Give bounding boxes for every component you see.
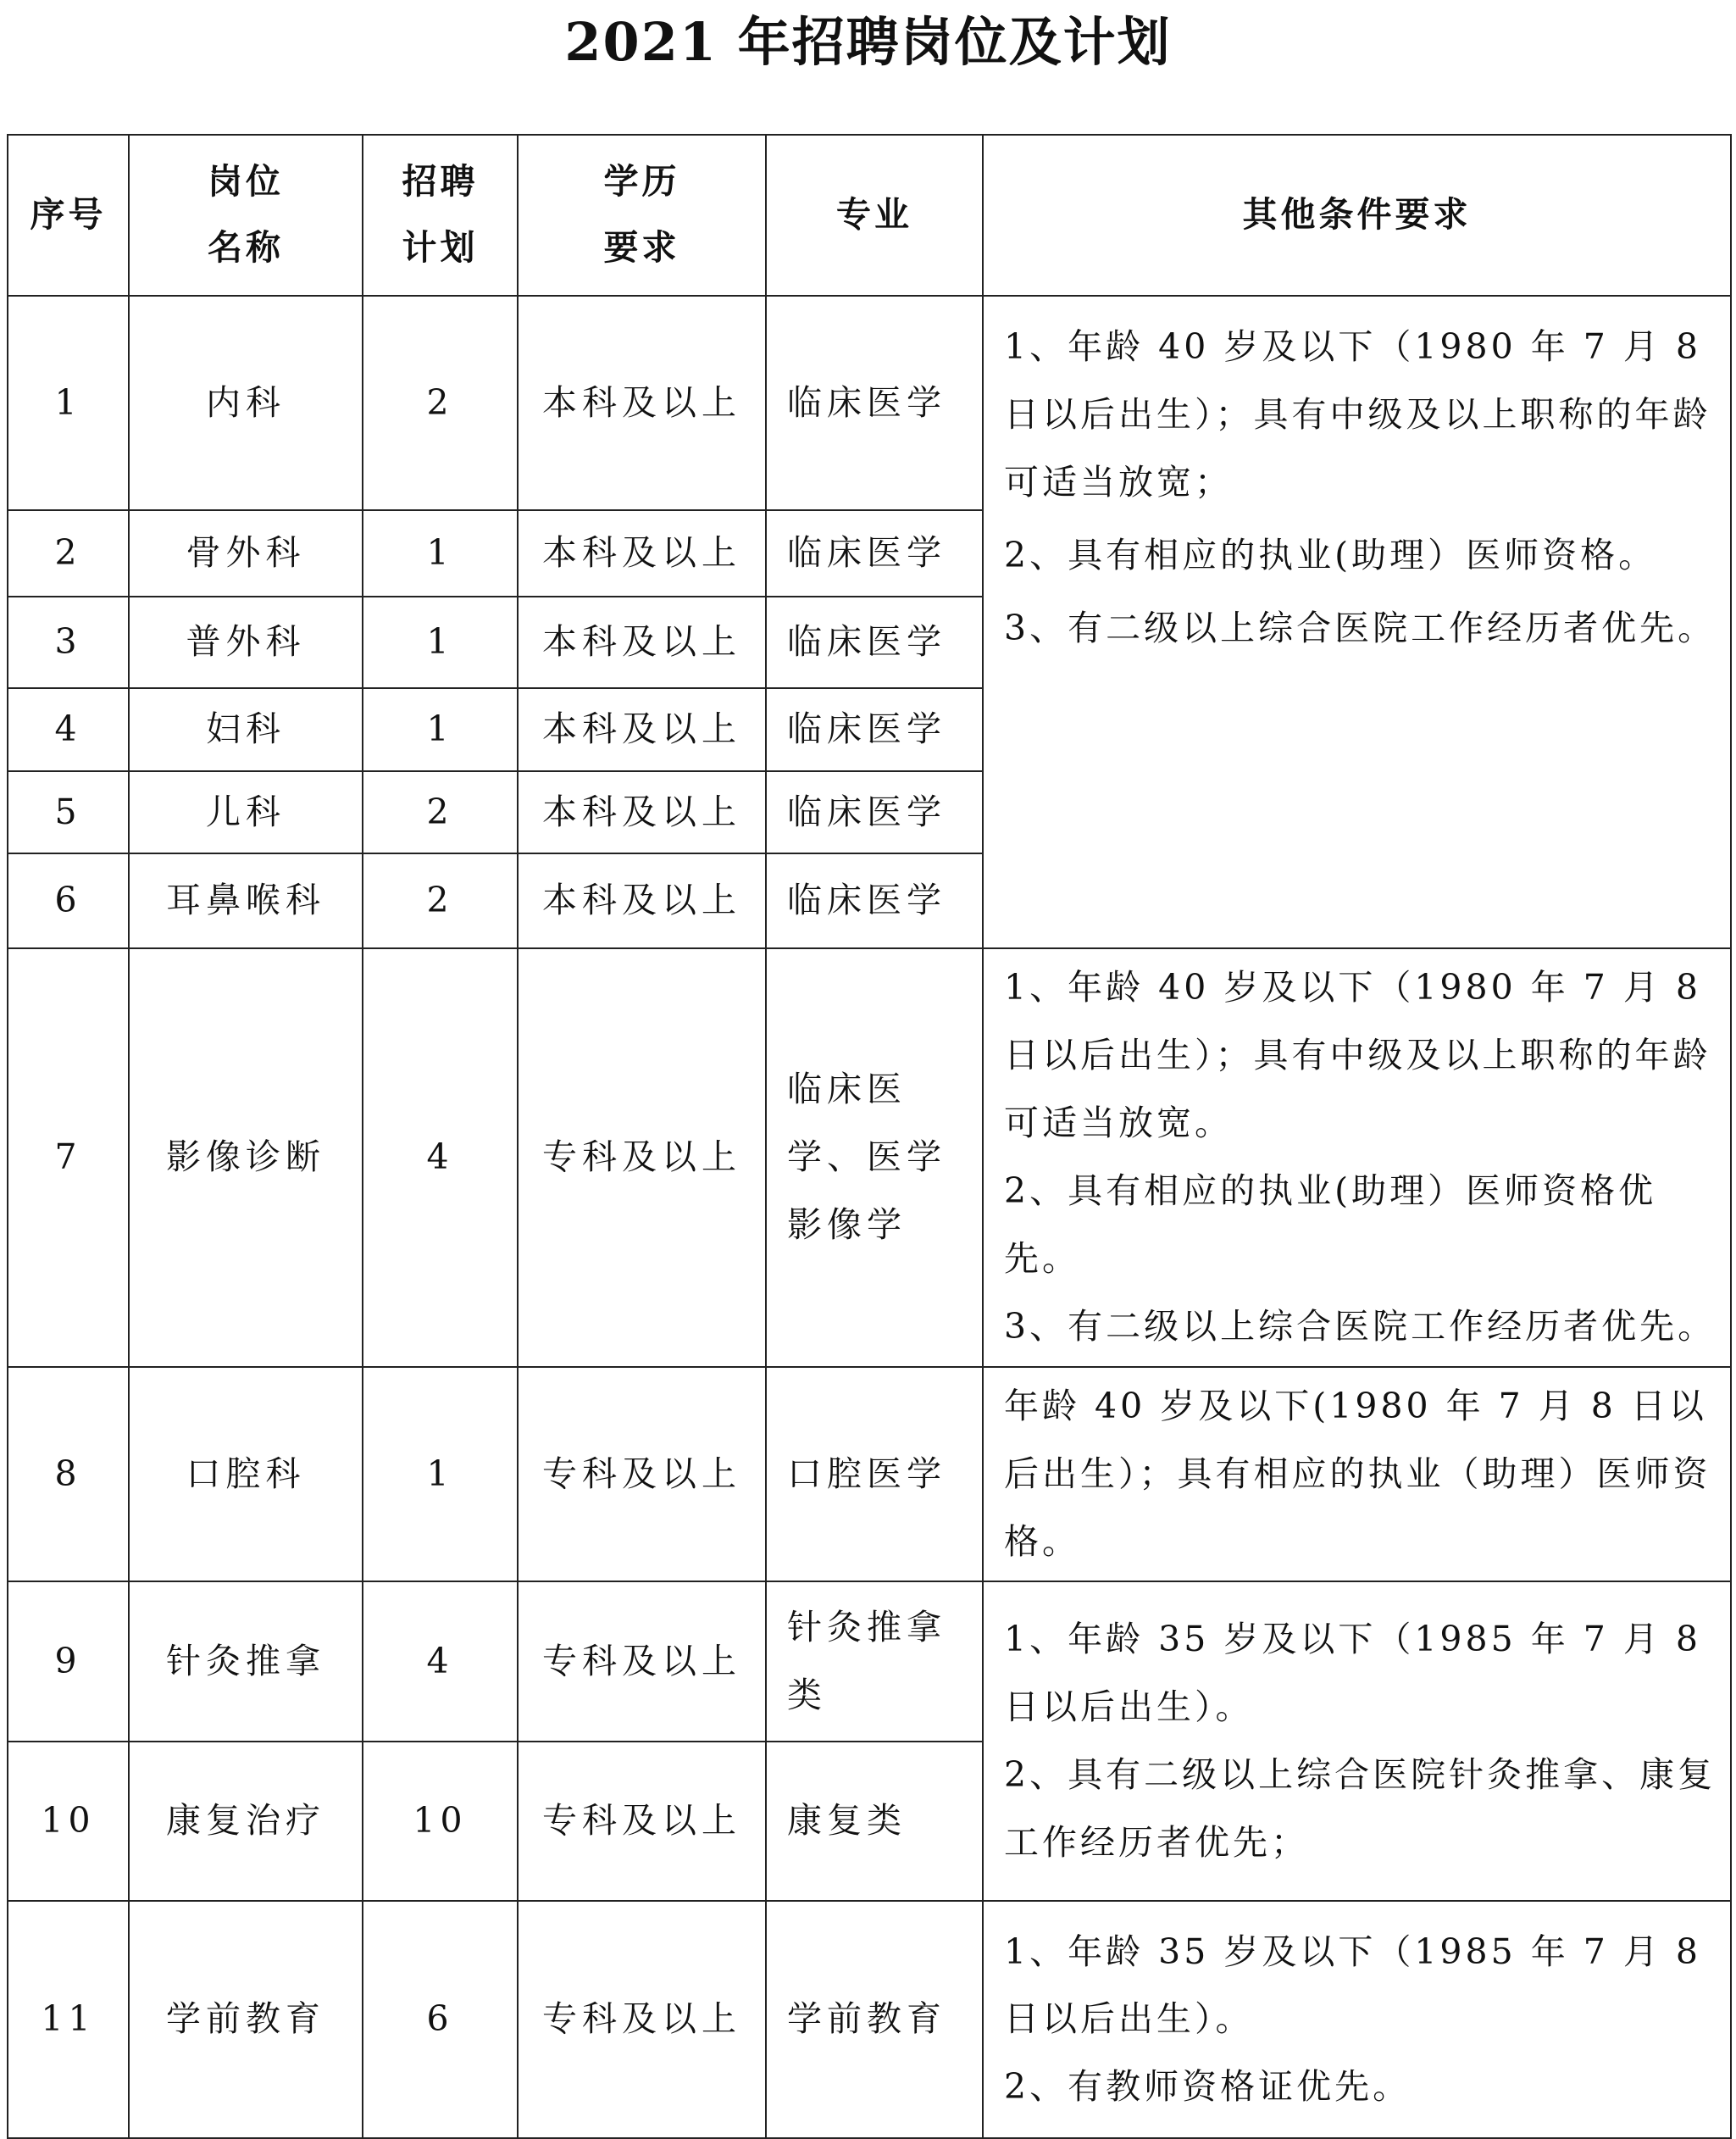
requirement-line: 1、年龄 40 岁及以下（1980 年 7 月 8 日以后出生）；具有中级及以上职称的年龄可适当放宽； xyxy=(1004,326,1711,503)
header-education-line1: 学历 xyxy=(603,161,680,203)
requirement-line: 3、有二级以上综合医院工作经历者优先。 xyxy=(1004,1305,1717,1347)
cell-plan: 1 xyxy=(363,510,518,597)
header-position-line1: 岗位 xyxy=(208,161,284,203)
cell-position: 妇科 xyxy=(129,688,363,771)
cell-position: 针灸推拿 xyxy=(129,1581,363,1742)
header-position-line2: 名称 xyxy=(208,227,284,268)
requirement-line: 1、年龄 40 岁及以下（1980 年 7 月 8 日以后出生）；具有中级及以上职称的年龄可适当放宽。 xyxy=(1004,967,1711,1143)
cell-position: 普外科 xyxy=(129,597,363,688)
cell-index: 5 xyxy=(8,771,129,853)
cell-education: 专科及以上 xyxy=(518,1367,766,1582)
cell-index: 7 xyxy=(8,948,129,1367)
cell-plan: 2 xyxy=(363,853,518,948)
cell-education: 本科及以上 xyxy=(518,296,766,510)
cell-plan: 4 xyxy=(363,1581,518,1742)
header-plan xyxy=(363,135,518,296)
cell-plan: 1 xyxy=(363,1367,518,1582)
cell-index: 1 xyxy=(8,296,129,510)
requirement-line: 2、具有相应的执业(助理）医师资格。 xyxy=(1004,534,1657,575)
cell-education: 本科及以上 xyxy=(518,853,766,948)
cell-requirements-group3 xyxy=(983,1367,1731,1582)
page-title: 2021 年招聘岗位及计划 xyxy=(564,11,1172,73)
cell-position: 康复治疗 xyxy=(129,1742,363,1901)
header-major: 专业 xyxy=(766,135,983,296)
cell-position: 口腔科 xyxy=(129,1367,363,1582)
header-education-line2: 要求 xyxy=(603,227,680,268)
table-row xyxy=(8,1581,1731,1742)
cell-education: 本科及以上 xyxy=(518,771,766,853)
cell-education: 专科及以上 xyxy=(518,1901,766,2138)
table-row xyxy=(8,1367,1731,1582)
cell-index: 4 xyxy=(8,688,129,771)
cell-position: 儿科 xyxy=(129,771,363,853)
cell-requirements-group2 xyxy=(983,948,1731,1367)
cell-index: 8 xyxy=(8,1367,129,1582)
cell-education: 本科及以上 xyxy=(518,510,766,597)
cell-position: 内科 xyxy=(129,296,363,510)
cell-index: 2 xyxy=(8,510,129,597)
cell-major: 临床医学 xyxy=(766,597,983,688)
cell-position: 耳鼻喉科 xyxy=(129,853,363,948)
cell-plan: 2 xyxy=(363,296,518,510)
cell-index: 3 xyxy=(8,597,129,688)
cell-plan: 1 xyxy=(363,688,518,771)
cell-requirements-group4 xyxy=(983,1581,1731,1901)
header-plan-line2: 计划 xyxy=(402,227,479,268)
cell-requirements-group5 xyxy=(983,1901,1731,2138)
cell-education: 专科及以上 xyxy=(518,1581,766,1742)
header-index: 序号 xyxy=(8,135,129,296)
cell-index: 11 xyxy=(8,1901,129,2138)
cell-plan: 4 xyxy=(363,948,518,1367)
table-row xyxy=(8,1901,1731,2138)
cell-position: 学前教育 xyxy=(129,1901,363,2138)
header-position xyxy=(129,135,363,296)
cell-requirements-group1 xyxy=(983,296,1731,948)
cell-position: 影像诊断 xyxy=(129,948,363,1367)
cell-major: 临床医学 xyxy=(766,296,983,510)
cell-education: 专科及以上 xyxy=(518,948,766,1367)
cell-major: 临床医学、医学影像学 xyxy=(766,948,983,1367)
table-row xyxy=(8,948,1731,1367)
requirement-line: 2、具有二级以上综合医院针灸推拿、康复工作经历者优先； xyxy=(1004,1753,1717,1863)
requirement-line: 1、年龄 35 岁及以下（1985 年 7 月 8 日以后出生）。 xyxy=(1004,1619,1701,1727)
recruitment-table xyxy=(7,134,1732,2139)
requirement-line: 年龄 40 岁及以下(1980 年 7 月 8 日以后出生）；具有相应的执业（助理）医师资格。 xyxy=(1004,1385,1711,1562)
requirement-line: 3、有二级以上综合医院工作经历者优先。 xyxy=(1004,607,1717,648)
cell-index: 9 xyxy=(8,1581,129,1742)
cell-index: 10 xyxy=(8,1742,129,1901)
cell-education: 专科及以上 xyxy=(518,1742,766,1901)
cell-plan: 2 xyxy=(363,771,518,853)
cell-education: 本科及以上 xyxy=(518,688,766,771)
cell-major: 临床医学 xyxy=(766,688,983,771)
requirement-line: 2、具有相应的执业(助理）医师资格优先。 xyxy=(1004,1170,1657,1279)
header-requirements: 其他条件要求 xyxy=(983,135,1731,296)
cell-plan: 10 xyxy=(363,1742,518,1901)
cell-education: 本科及以上 xyxy=(518,597,766,688)
requirement-line: 2、有教师资格证优先。 xyxy=(1004,2066,1412,2108)
header-plan-line1: 招聘 xyxy=(402,161,479,203)
cell-major: 临床医学 xyxy=(766,853,983,948)
cell-plan: 6 xyxy=(363,1901,518,2138)
cell-major: 临床医学 xyxy=(766,771,983,853)
cell-major: 康复类 xyxy=(766,1742,983,1901)
requirement-line: 1、年龄 35 岁及以下（1985 年 7 月 8 日以后出生）。 xyxy=(1004,1931,1701,2040)
cell-position: 骨外科 xyxy=(129,510,363,597)
header-education xyxy=(518,135,766,296)
cell-major: 口腔医学 xyxy=(766,1367,983,1582)
cell-major: 针灸推拿类 xyxy=(766,1581,983,1742)
table-header-row xyxy=(8,135,1731,296)
cell-major: 临床医学 xyxy=(766,510,983,597)
cell-major: 学前教育 xyxy=(766,1901,983,2138)
table-row xyxy=(8,296,1731,510)
cell-index: 6 xyxy=(8,853,129,948)
cell-plan: 1 xyxy=(363,597,518,688)
